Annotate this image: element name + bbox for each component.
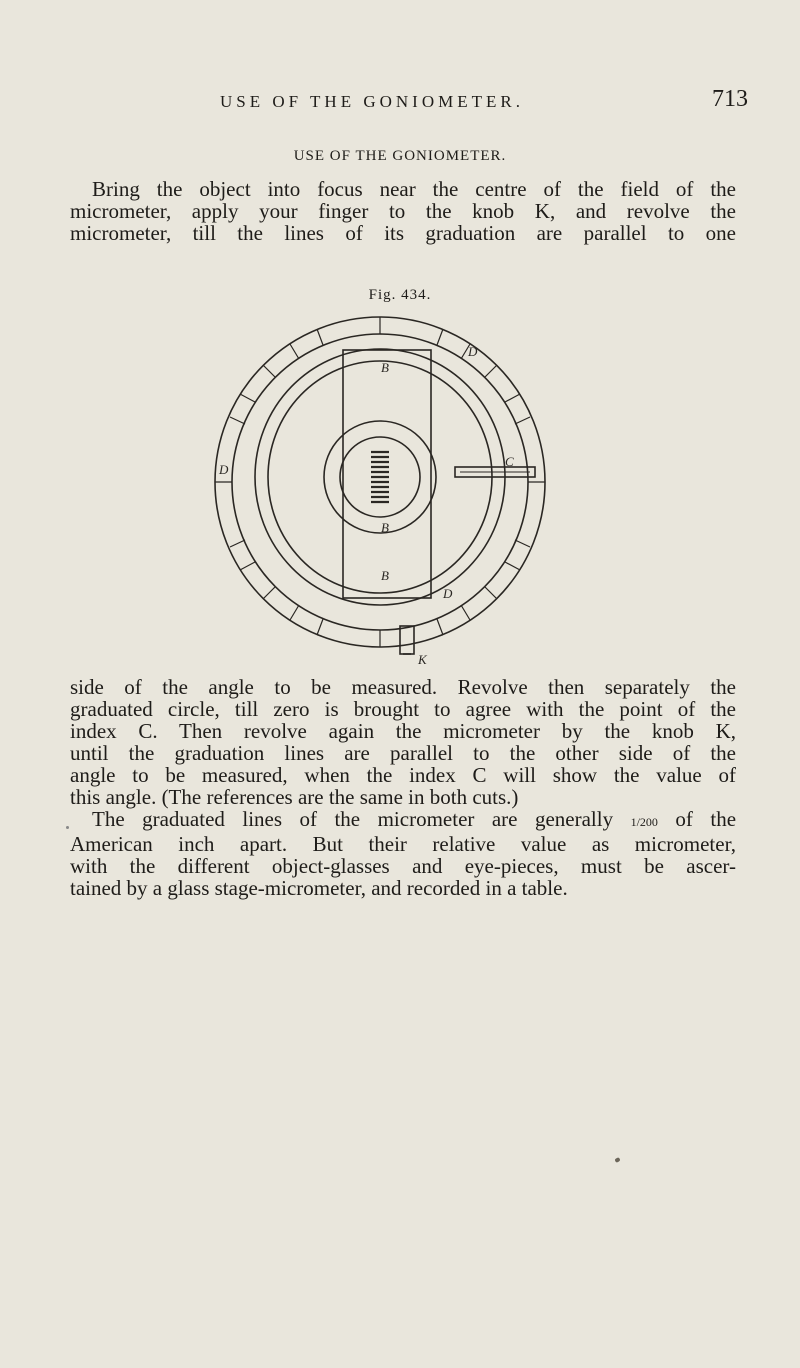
micrometer-frame <box>343 350 431 598</box>
label-b-bottom: B <box>381 568 389 583</box>
text-fragment: The graduated lines of the micrometer are generally <box>92 807 614 831</box>
text-line: micrometer, apply your finger to the knob K, and revolve the <box>70 199 736 223</box>
page-number: 713 <box>712 86 748 112</box>
running-head: USE OF THE GONIOMETER. <box>220 92 524 111</box>
figure-caption: Fig. 434. <box>368 287 432 303</box>
text-line: Bring the object into focus near the centre of the field of the <box>92 177 736 201</box>
paragraph-intro <box>70 178 736 244</box>
label-b-mid: B <box>381 520 389 535</box>
text-line: with the different object-glasses and eye-pieces, must be ascer- <box>70 854 736 878</box>
knob <box>400 626 414 654</box>
section-title: USE OF THE GONIOMETER. <box>293 148 507 164</box>
text-line: angle to be measured, when the index C will show the value of <box>70 763 736 787</box>
fraction: 1/200 <box>630 815 658 829</box>
text-line: micrometer, till the lines of its graduation are parallel to one <box>70 221 736 245</box>
text-line-with-fraction <box>70 808 736 833</box>
text-line: graduated circle, till zero is brought to agree with the point of the <box>70 697 736 721</box>
text-fragment: of the <box>675 807 737 831</box>
label-d-bottom-right: D <box>443 586 453 601</box>
label-c: C <box>505 454 514 469</box>
text-line: until the graduation lines are parallel to the other side of the <box>70 741 736 765</box>
text-line: American inch apart. But their relative value as micrometer, <box>70 832 736 856</box>
label-b-top: B <box>381 360 389 375</box>
text-line: this angle. (The references are the same in both cuts.) <box>70 785 519 809</box>
paper-speck <box>66 826 69 829</box>
text-line: side of the angle to be measured. Revolve then separately the <box>70 675 736 699</box>
text-line: index C. Then revolve again the micrometer by the knob K, <box>70 719 736 743</box>
goniometer-figure <box>205 302 555 672</box>
paper-blot <box>614 1157 620 1163</box>
label-k: K <box>418 652 427 667</box>
text-line: tained by a glass stage-micrometer, and recorded in a table. <box>70 876 568 900</box>
label-d-top-right: D <box>468 344 478 359</box>
graduation-lines <box>371 452 389 502</box>
label-d-left: D <box>219 462 229 477</box>
paragraph-body <box>70 676 736 899</box>
